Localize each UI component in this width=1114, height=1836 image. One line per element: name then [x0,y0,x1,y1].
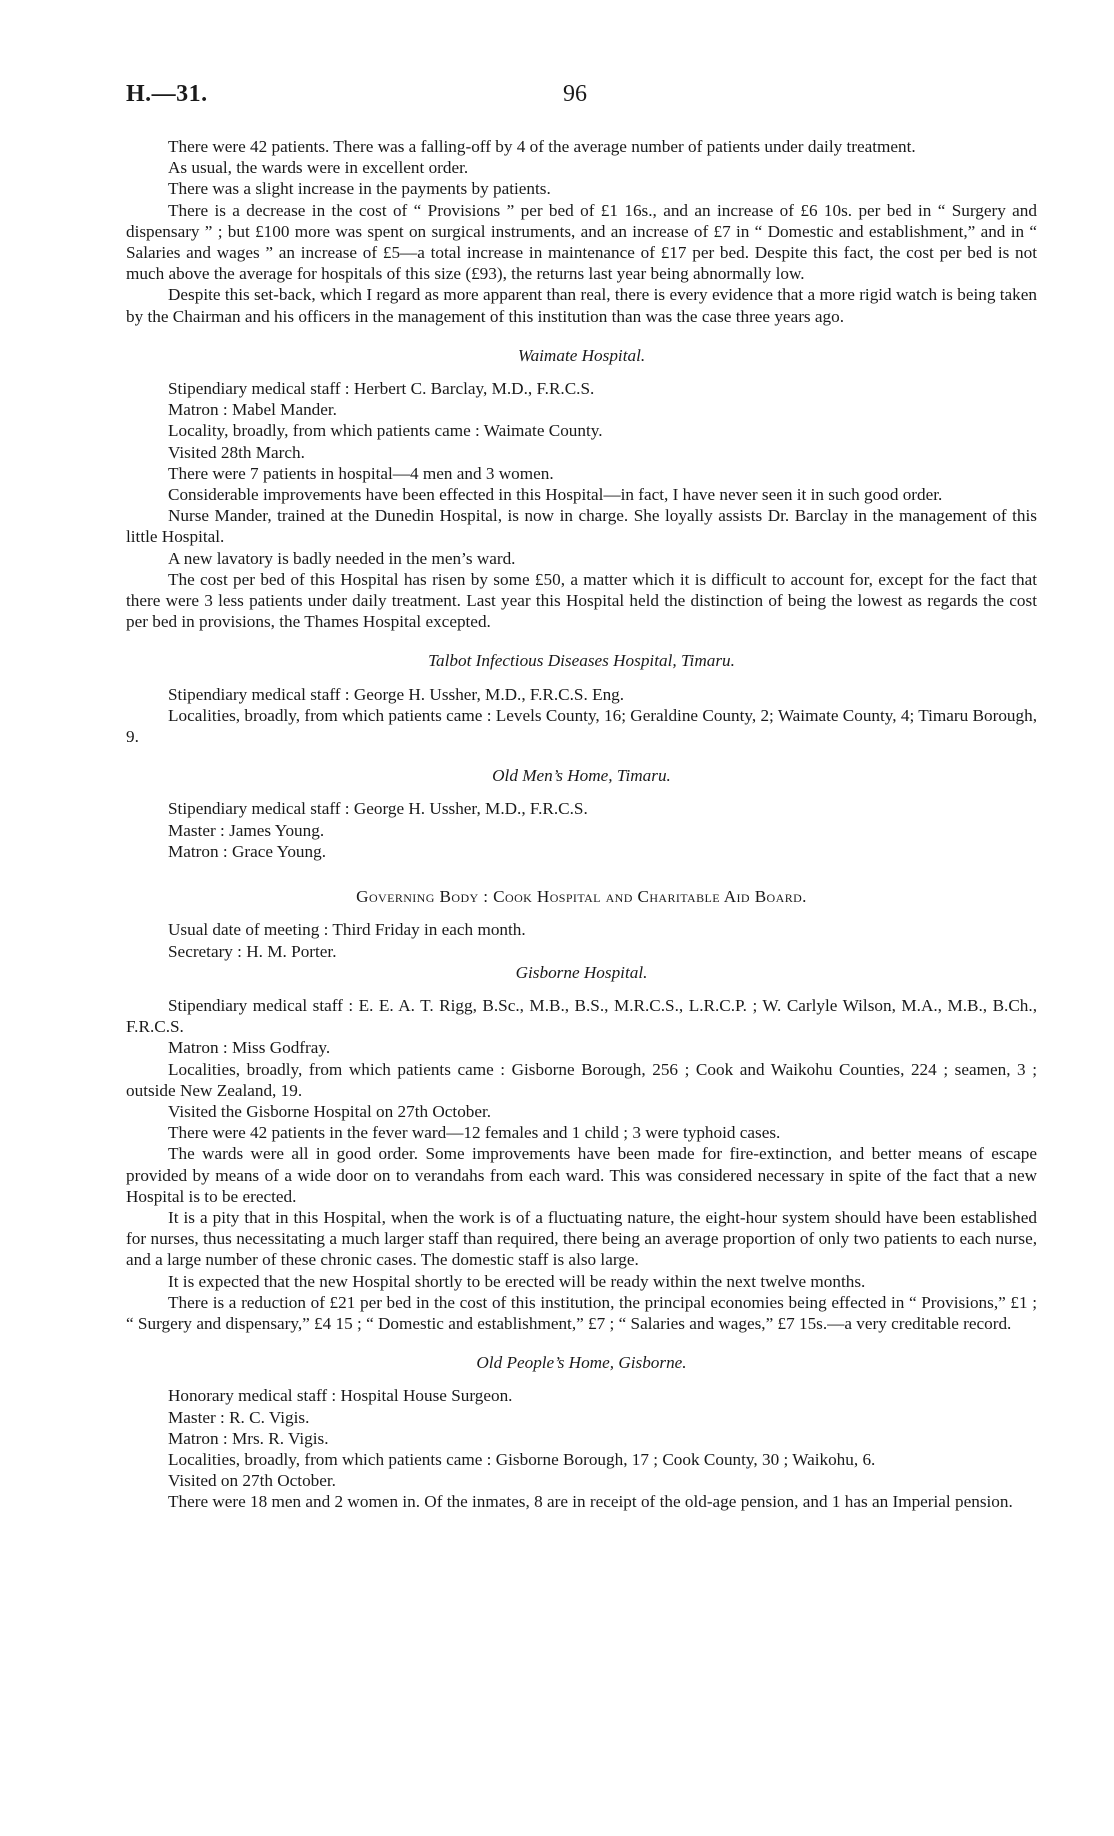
paragraph: Stipendiary medical staff : George H. Ussher, M.D., F.R.C.S. Eng. [168,684,625,704]
page-body [126,136,1037,1513]
section-old-peoples-home [126,1385,1037,1512]
paragraph: There was a slight increase in the payments by patients. [168,179,551,199]
paragraph: Master : James Young. [168,820,325,840]
section-gisborne [126,995,1037,1334]
report-reference: H.—31. [126,81,208,107]
paragraph: Localities, broadly, from which patients came : Gisborne Borough, 17 ; Cook County, 30 ; Waikohu, 6. [168,1449,876,1469]
paragraph: As usual, the wards were in excellent order. [168,158,469,178]
section-heading-waimate: Waimate Hospital. [517,345,646,365]
paragraph: There were 18 men and 2 women in. Of the inmates, 8 are in receipt of the old-age pension, and 1 has an Imperial pension. [168,1492,1013,1512]
paragraph: Matron : Grace Young. [168,841,327,861]
paragraph: The cost per bed of this Hospital has risen by some £50, a matter which it is difficult to account for, except for the fact that there were 3 less patients under daily treatment. Last year this Hospital held the distinction of being the lowest as regards the cost per bed in provisions, the Thames Hospital excepted. [126,569,1037,632]
paragraph: It is a pity that in this Hospital, when the work is of a fluctuating nature, the eight-hour system should have been established for nurses, thus necessitating a much larger staff than required, there being an average proportion of only two patients to each nurse, and a large number of these chronic cases. The domestic staff is also large. [126,1207,1037,1270]
section-opening [126,136,1037,327]
paragraph: Visited 28th March. [168,442,305,462]
paragraph: Stipendiary medical staff : E. E. A. T. Rigg, B.Sc., M.B., B.S., M.R.C.S., L.R.C.P. ; W. Carlyle Wilson, M.A., M.B., B.Ch., F.R.C.S. [126,995,1037,1037]
section-heading-gisborne: Gisborne Hospital. [515,962,648,982]
paragraph: There were 42 patients in the fever ward—12 females and 1 child ; 3 were typhoid cases. [168,1123,781,1143]
paragraph: It is expected that the new Hospital shortly to be erected will be ready within the next twelve months. [168,1271,866,1291]
paragraph: A new lavatory is badly needed in the men’s ward. [168,548,516,568]
paragraph: Stipendiary medical staff : Herbert C. Barclay, M.D., F.R.C.S. [168,379,595,399]
paragraph: There were 7 patients in hospital—4 men and 3 women. [168,463,554,483]
paragraph: Visited on 27th October. [168,1471,336,1491]
paragraph: Stipendiary medical staff : George H. Ussher, M.D., F.R.C.S. [168,799,588,819]
paragraph: Master : R. C. Vigis. [168,1407,310,1427]
paragraph: Matron : Mabel Mander. [168,400,337,420]
paragraph: Honorary medical staff : Hospital House Surgeon. [168,1386,513,1406]
paragraph: The wards were all in good order. Some improvements have been made for fire-extinction, and better means of escape provided by means of a wide door on to verandahs from each ward. This was considered necessary in spite of the fact that a new Hospital is to be erected. [126,1144,1037,1206]
paragraph: Localities, broadly, from which patients came : Levels County, 16; Geraldine County, 2; Waimate County, 4; Timaru Borough, 9. [126,705,1037,747]
paragraph: Despite this set-back, which I regard as more apparent than real, there is every evidence that a more rigid watch is being taken by the Chairman and his officers in the management of this institution than was the case three years ago. [126,285,1037,326]
governing-body-heading: Governing Body : Cook Hospital and Charitable Aid Board. [356,887,807,907]
paragraph: Usual date of meeting : Third Friday in each month. [168,920,526,940]
section-waimate [126,378,1037,632]
paragraph: Secretary : H. M. Porter. [168,941,337,961]
paragraph: Visited the Gisborne Hospital on 27th October. [168,1101,492,1121]
paragraph: Matron : Mrs. R. Vigis. [168,1428,329,1448]
section-cook-board [126,919,1037,961]
paragraph: Locality, broadly, from which patients came : Waimate County. [168,421,603,441]
paragraph: There is a decrease in the cost of “ Provisions ” per bed of £1 16s., and an increase of £6 10s. per bed in “ Surgery and dispensary ” ; but £100 more was spent on surgical instruments, and an increase of £7 in “ Domestic and establishment,” and in “ Salaries and wages ” an increase of £5—a total increase in maintenance of £17 per bed. Despite this fact, the cost per bed is not much above the average for hospitals of this size (£93), the returns last year being abnormally low. [126,200,1037,284]
page-number: 96 [563,81,587,107]
paragraph: Considerable improvements have been effected in this Hospital—in fact, I have never seen it in such good order. [168,485,943,505]
section-heading-old-peoples-home: Old People’s Home, Gisborne. [476,1353,687,1373]
paragraph: Matron : Miss Godfray. [168,1038,331,1058]
section-heading-old-mens-home: Old Men’s Home, Timaru. [492,766,671,786]
paragraph: There is a reduction of £21 per bed in the cost of this institution, the principal economies being effected in “ Provisions,” £1 ; “ Surgery and dispensary,” £4 15 ; “ Domestic and establishment,” £7 ; “ Salaries and wages,” £7 15s.—a very creditable record. [126,1292,1037,1333]
paragraph: Localities, broadly, from which patients came : Gisborne Borough, 256 ; Cook and Waikohu Counties, 224 ; seamen, 3 ; outside New Zealand, 19. [126,1059,1037,1100]
section-talbot [126,684,1037,748]
section-old-mens-home [126,798,1037,862]
paragraph: Nurse Mander, trained at the Dunedin Hospital, is now in charge. She loyally assists Dr. Barclay in the management of this little Hospital. [126,506,1037,547]
section-heading-talbot: Talbot Infectious Diseases Hospital, Timaru. [428,651,735,671]
paragraph: There were 42 patients. There was a falling-off by 4 of the average number of patients under daily treatment. [168,137,916,156]
